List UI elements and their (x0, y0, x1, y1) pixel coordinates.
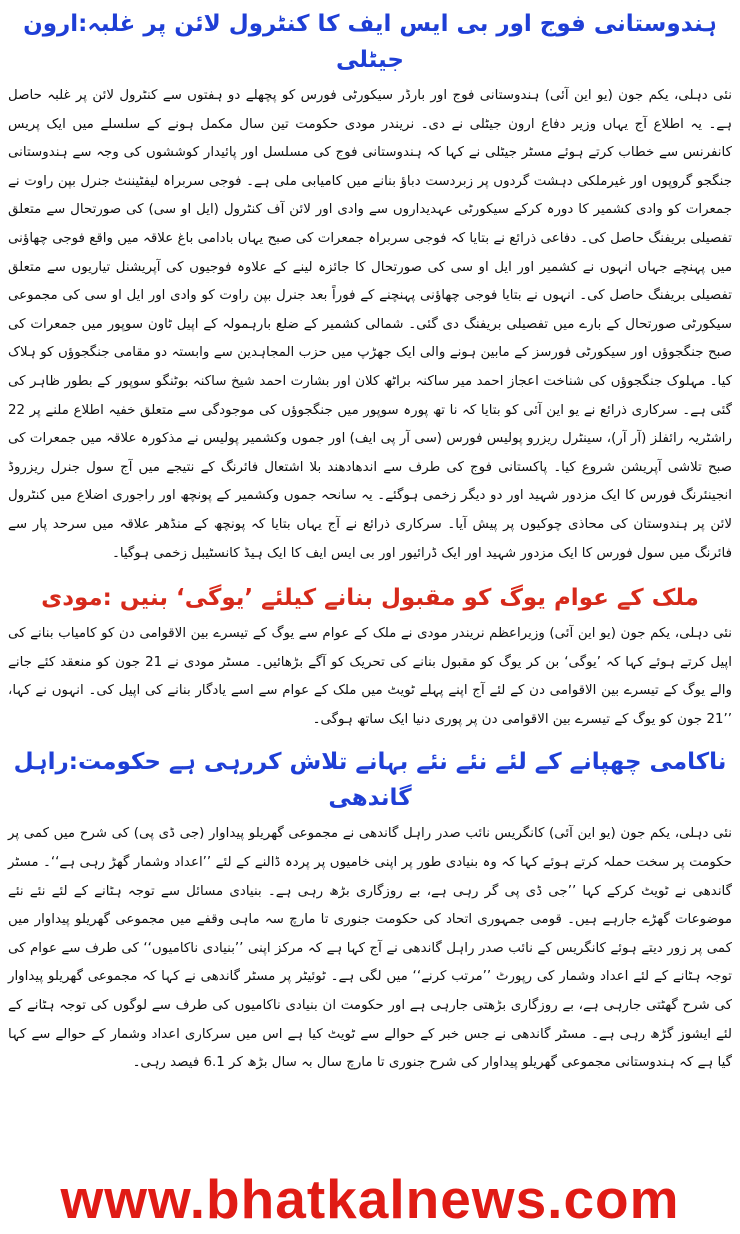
site-watermark-logo: www.bhatkalnews.com (60, 1168, 680, 1230)
headline-rahul-gandhi: ناکامی چھپانے کے لئے نئے نئے بہانے تلاش کررہی ہے حکومت:راہل گاندھی (13, 749, 727, 812)
article-body-yoga-modi: نئی دہلی، یکم جون (یو این آئی) وزیراعظم نریندر مودی نے ملک کے عوام سے یوگ کے تیسرے بین الاقوامی دن کو کامیاب بنانے کی اپیل کرتے ہوئے کہا کہ ’یوگی‘ بن کر یوگ کو مقبول بنانے کی تحریک کو آگے بڑھائیں۔ مسٹر مودی نے 21 جون کو منعقد کئے جانے والے یوگ کے تیسرے بین الاقوامی دن کے لئے آج اپنے پہلے ٹویٹ میں ملک کے عوام سے اسے یادگار بنانے کی اپیل کی۔ انہوں نے کہا، ’’21 جون کو یوگ کے تیسرے بین الاقوامی دن پر پوری دنیا ایک ساتھ ہوگی۔ (8, 626, 732, 727)
headline-army-control-line: ہندوستانی فوج اور بی ایس ایف کا کنٹرول لائن پر غلبہ:ارون جیٹلی (23, 11, 717, 73)
article-body-army-control-line: نئی دہلی، یکم جون (یو این آئی) ہندوستانی فوج اور بارڈر سیکورٹی فورس کو پچھلے دو ہفتوں سے کنٹرول لائن پر غلبہ حاصل ہے۔ یہ اطلاع آج یہاں وزیر دفاع ارون جیٹلی نے دی۔ نریندر مودی حکومت تین سال مکمل ہونے کے سلسلے میں ایک پریس کانفرنس سے خطاب کرتے ہوئے مسٹر جیٹلی نے کہا کہ ہندوستانی فوج کی مسلسل اور پائیدار کوششوں کی وجہ سے ہندوستانی جنگجو گروپوں اور غیرملکی دہشت گردوں پر زبردست دباؤ بنانے میں کامیابی ملی ہے۔ فوجی سربراہ لیفٹیننٹ جنرل بپن راوت نے جمعرات کو وادی کشمیر کا دورہ کرکے سیکورٹی عہدیداروں سے وادی اور لائن آف کنٹرول (ایل او سی) کی صورتحال سے متعلق تفصیلی بریفنگ حاصل کی۔ دفاعی ذرائع نے بتایا کہ فوجی سربراہ جمعرات کی صبح یہاں بادامی باغ علاقہ میں واقع فوجی چھاؤنی میں پہنچے جہاں انہوں نے کشمیر اور ایل او سی کی صورتحال کا جائزہ لینے کے علاوہ فوجیوں کی آپریشنل تیاریوں سے متعلق تفصیلی بریفنگ حاصل کی۔ انہوں نے بتایا فوجی چھاؤنی پہنچنے کے فوراً بعد جنرل بپن راوت کو وادی اور ایل او سی کی مجموعی سیکورٹی صورتحال کے بارے میں تفصیلی بریفنگ دی گئی۔ شمالی کشمیر کے ضلع بارہمولہ کے اپیل ٹاون سوپور میں جمعرات کی صبح جنگجوؤں اور سیکورٹی فورسز کے مابین ہونے والی ایک جھڑپ میں حزب المجاہدین سے وابستہ دو مقامی جنگجوؤں کو ہلاک کیا۔ مہلوک جنگجوؤں کی شناخت اعجاز احمد میر ساکنہ براٹھ کلان اور بشارت احمد شیخ ساکنہ بوٹنگو سوپور کے بطور ظاہر کی گئی ہے۔ سرکاری ذرائع نے یو این آئی کو بتایا کہ نا تھ پورہ سوپور میں جنگجوؤں کی موجودگی سے متعلق خفیہ اطلاع ملنے پر 22 راشٹریہ رائفلز (آر آر)، سینٹرل ریزرو پولیس فورس (سی آر پی ایف) اور جموں وکشمیر پولیس نے مذکورہ علاقہ میں جمعرات کی صبح تلاشی آپریشن شروع کیا۔ پاکستانی فوج کی طرف سے اندھادھند بلا اشتعال فائرنگ کے نتیجے میں آج سول جنرل ریزروڈ انجینئرنگ فورس کا ایک مزدور شہید اور دو دیگر زخمی ہوگئے۔ یہ سانحہ جموں وکشمیر کے پونچھ اور راجوری اضلاع میں کنٹرول لائن پر ہندوستان کی محاذی چوکیوں پر پیش آیا۔ سرکاری ذرائع نے آج یہاں بتایا کہ پونچھ کے منڈھر علاقہ میں سرحد پار سے فائرنگ میں سول فورس کا ایک مزدور شہید اور ایک ڈرائیور اور بی ایس ایف کا ایک ہیڈ کانسٹیبل زخمی ہوگیا۔ (8, 88, 732, 561)
article-rahul-gandhi (8, 744, 732, 1077)
headline-yoga-modi: ملک کے عوام یوگ کو مقبول بنانے کیلئے ’یوگی‘ بنیں :مودی (41, 585, 699, 612)
article-army-control-line (8, 6, 732, 568)
article-body-rahul-gandhi: نئی دہلی، یکم جون (یو این آئی) کانگریس نائب صدر راہل گاندھی نے مجموعی گھریلو پیداوار (جی ڈی پی) کی شرح میں کمی پر حکومت پر سخت حملہ کرتے ہوئے کہا کہ وہ بنیادی طور پر اپنی خامیوں پر پردہ ڈالنے کے لئے ’’اعداد وشمار گھڑ رہی ہے‘‘۔ مسٹر گاندھی نے ٹویٹ کرکے کہا ’’جی ڈی پی گر رہی ہے، بے روزگاری بڑھ رہی ہے۔ بنیادی مسائل سے توجہ ہٹانے کے لئے نئے نئے موضوعات گھڑے جارہے ہیں۔ قومی جمہوری اتحاد کی حکومت جنوری تا مارچ سہ ماہی وقفے میں مجموعی گھریلو پیداوار میں کمی پر زور دیتے ہوئے کانگریس کے نائب صدر راہل گاندھی نے آج کہا ہے کہ مرکز اپنی ’’بنیادی ناکامیوں‘‘ کی طرف سے عوام کی توجہ ہٹانے کے لئے اعداد وشمار کی رپورٹ ’’مرتب کرنے‘‘ میں لگی ہے۔ ٹوئیٹر پر مسٹر گاندھی نے کہا کہ مجموعی گھریلو پیداوار کی شرح گھٹتی جارہی ہے، بے روزگاری بڑھتی جارہی ہے اور حکومت ان بنیادی ناکامیوں کی طرف سے لوگوں کی توجہ ہٹانے کے لئے ایشوز گڑھ رہی ہے۔ مسٹر گاندھی نے جس خبر کے حوالے سے ٹویٹ کیا ہے اس میں سرکاری اعداد وشمار کے حوالے سے کہا گیا ہے کہ ہندوستانی مجموعی گھریلو پیداوار کی شرح جنوری تا مارچ سال بہ سال بڑھ کر 6.1 فیصد رہی۔ (8, 826, 732, 1071)
article-yoga-modi (8, 580, 732, 734)
